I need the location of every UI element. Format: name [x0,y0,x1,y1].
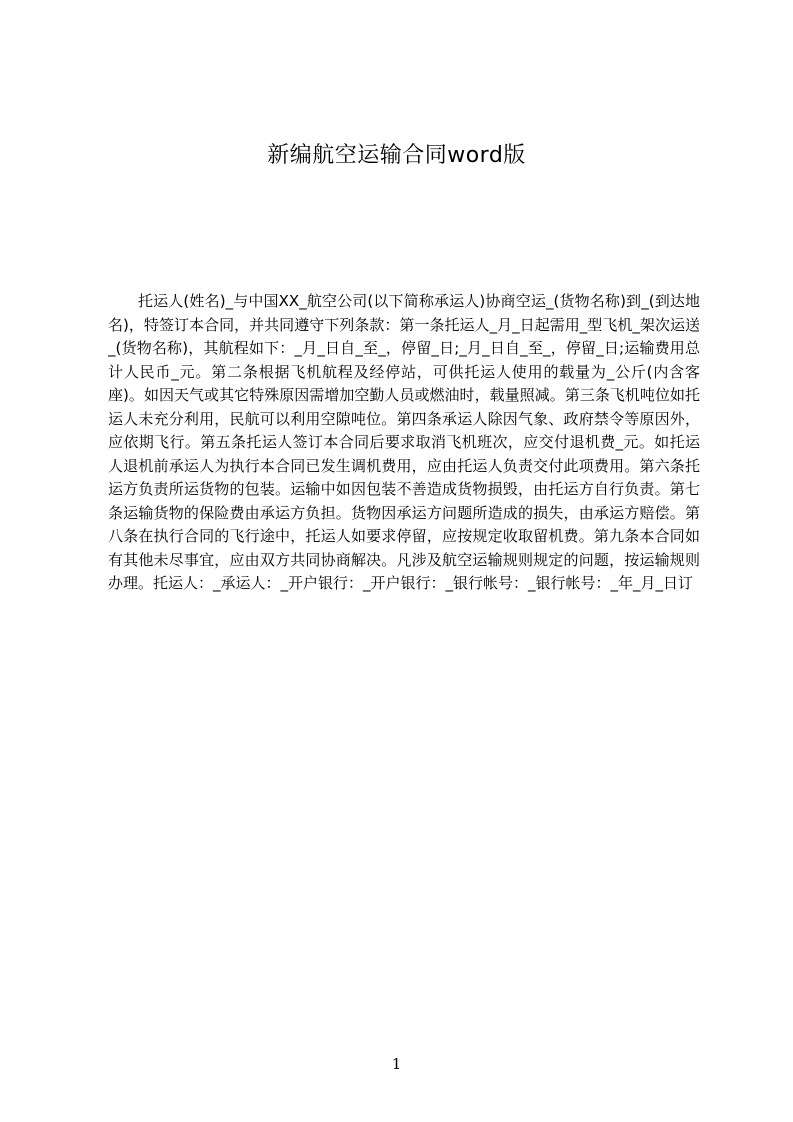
contract-body-paragraph: 托运人(姓名)_与中国XX_航空公司(以下简称承运人)协商空运_(货物名称)到_(到达地名)，特签订本合同，并共同遵守下列条款：第一条托运人_月_日起需用_型飞机_架次运送_(货物名称)，其航程如下：_月_日自_至_，停留_日;_月_日自_至_，停留_日;运输费用总计人民币_元。第二条根据飞机航程及经停站，可供托运人使用的载量为_公斤(内含客座)。如因天气或其它特殊原因需增加空勤人员或燃油时，载量照减。第三条飞机吨位如托运人未充分利用，民航可以利用空隙吨位。第四条承运人除因气象、政府禁令等原因外，应依期飞行。第五条托运人签订本合同后要求取消飞机班次，应交付退机费_元。如托运人退机前承运人为执行本合同已发生调机费用，应由托运人负责交付此项费用。第六条托运方负责所运货物的包装。运输中如因包装不善造成货物损毁，由托运方自行负责。第七条运输货物的保险费由承运方负担。货物因承运方问题所造成的损失，由承运方赔偿。第八条在执行合同的飞行途中，托运人如要求停留，应按规定收取留机费。第九条本合同如有其他未尽事宜，应由双方共同协商解决。凡涉及航空运输规则规定的问题，按运输规则办理。托运人：_承运人：_开户银行：_开户银行：_银行帐号：_银行帐号：_年_月_日订 [108,292,700,592]
page-number: 1 [391,1055,402,1073]
document-title: 新编航空运输合同word版 [267,143,526,168]
